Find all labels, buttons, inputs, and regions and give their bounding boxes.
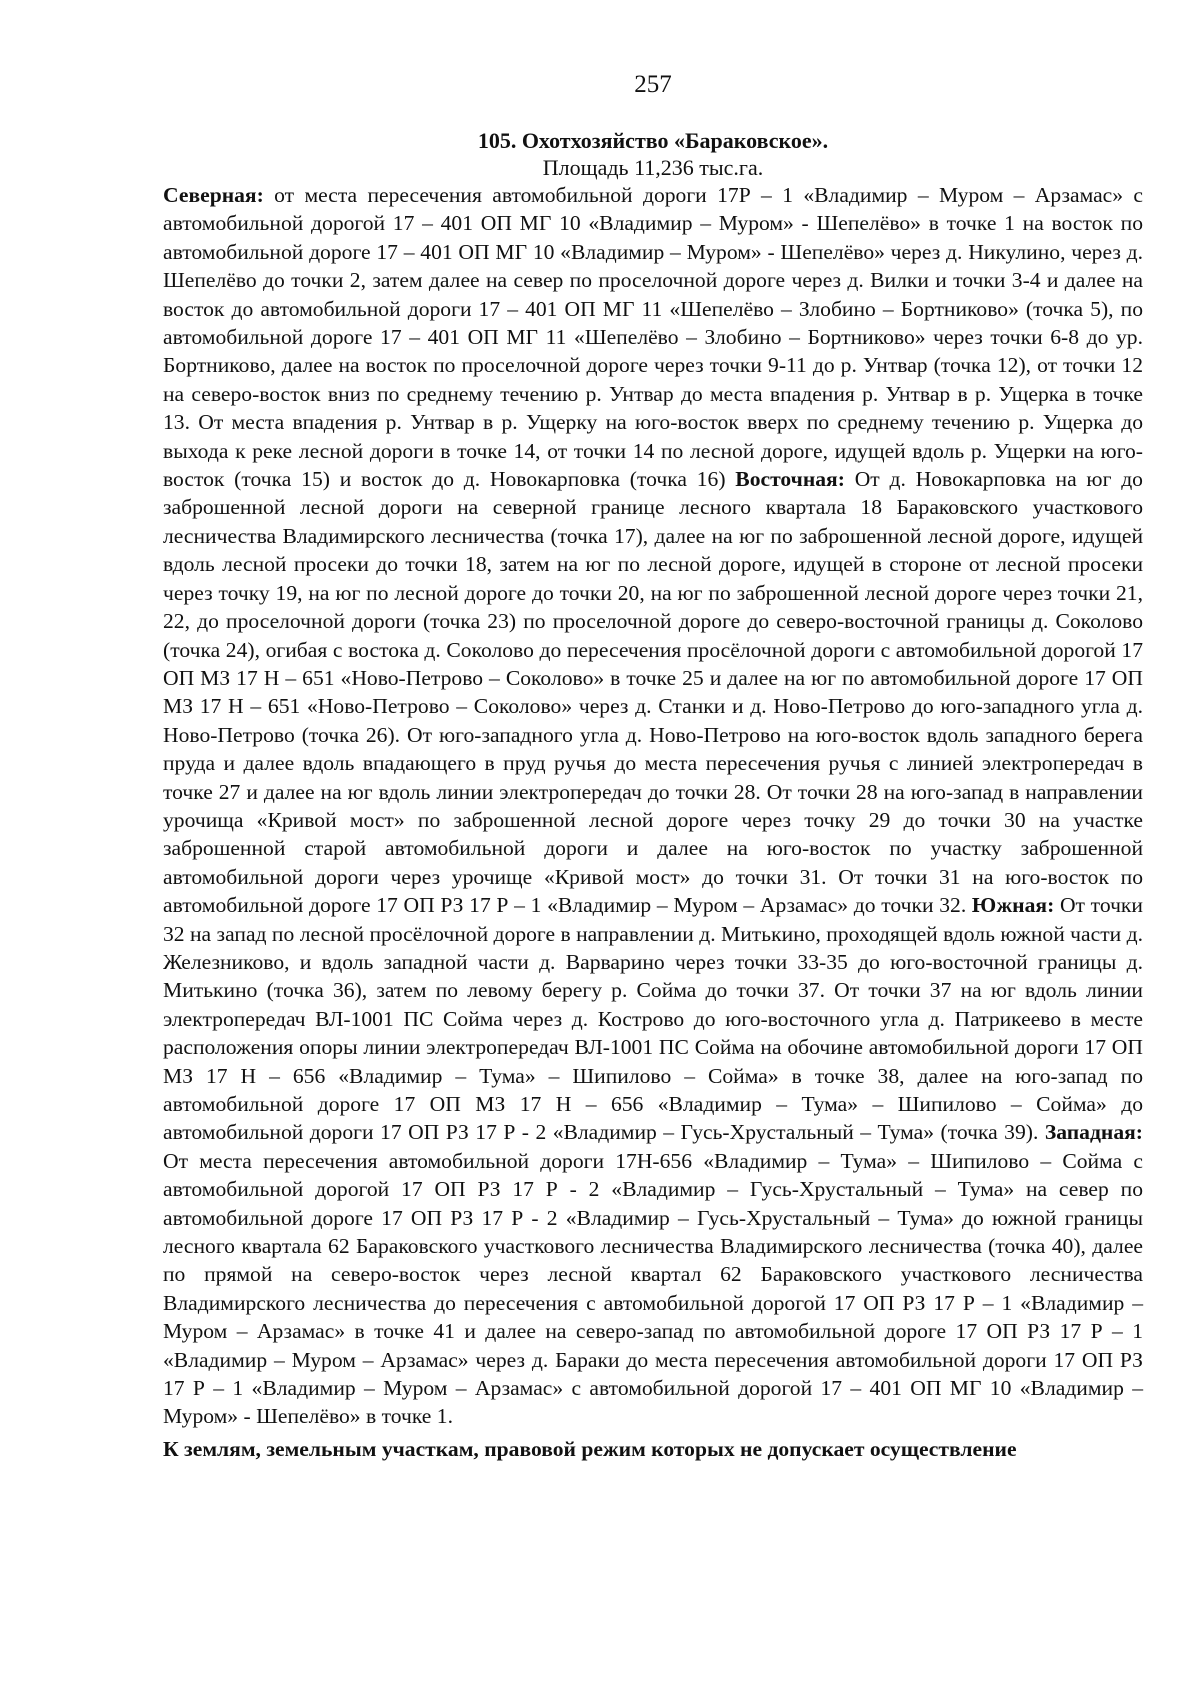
borders-description: [163, 181, 1143, 1431]
east-border-text: От д. Новокарповка на юг до заброшенной лесной дороги на северной границе лесного квартала 18 Бараковского участкового лесничества Владимирского лесничества (точка 17), далее на юг по заброшенной лесной дороге, идущей вдоль лесной просеки до точки 18, затем на юг по лесной дороге, идущей в стороне от лесной просеки через точку 19, на юг по лесной дороге до точки 20, на юг по заброшенной лесной дороге через точки 21, 22, до проселочной дороги (точка 23) по проселочной дороге до северо-восточной границы д. Соколово (точка 24), огибая с востока д. Соколово до пересечения просёлочной дороги с автомобильной дорогой 17 ОП МЗ 17 Н – 651 «Ново-Петрово – Соколово» в точке 25 и далее на юг по автомобильной дороге 17 ОП МЗ 17 Н – 651 «Ново-Петрово – Соколово» через д. Станки и д. Ново-Петрово до юго-западного угла д. Ново-Петрово (точка 26). От юго-западного угла д. Ново-Петрово на юго-восток вдоль западного берега пруда и далее вдоль впадающего в пруд ручья до места пересечения ручья с линией электропередач в точке 27 и далее на юг вдоль линии электропередач до точки 28. От точки 28 на юго-запад в направлении урочища «Кривой мост» по заброшенной лесной дороге через точку 29 до точки 30 на участке заброшенной старой автомобильной дороги и далее на юго-восток по участку заброшенной автомобильной дороги через урочище «Кривой мост» до точки 31. От точки 31 на юго-восток по автомобильной дороге 17 ОП РЗ 17 Р – 1 «Владимир – Муром – Арзамас» до точки 32.: [163, 467, 1143, 918]
closing-line: К землям, земельным участкам, правовой режим которых не допускает осуществление: [163, 1436, 1017, 1461]
section-title: 105. Охотхозяйство «Бараковское».: [477, 128, 829, 153]
area-line: Площадь 11,236 тыс.га.: [542, 155, 764, 180]
west-border-text: От места пересечения автомобильной дороги 17Н-656 «Владимир – Тума» – Шипилово – Сойма с автомобильной дорогой 17 ОП РЗ 17 Р - 2 «Владимир – Гусь-Хрустальный – Тума» на север по автомобильной дороге 17 ОП РЗ 17 Р - 2 «Владимир – Гусь-Хрустальный – Тума» до южной границы лесного квартала 62 Бараковского участкового лесничества Владимирского лесничества (точка 40), далее по прямой на северо-восток через лесной квартал 62 Бараковского участкового лесничества Владимирского лесничества до пересечения с автомобильной дорогой 17 ОП РЗ 17 Р – 1 «Владимир – Муром – Арзамас» в точке 41 и далее на северо-запад по автомобильной дороге 17 ОП РЗ 17 Р – 1 «Владимир – Муром – Арзамас» через д. Бараки до места пересечения автомобильной дороги 17 ОП РЗ 17 Р – 1 «Владимир – Муром – Арзамас» с автомобильной дорогой 17 – 401 ОП МГ 10 «Владимир – Муром» - Шепелёво» в точке 1.: [163, 1148, 1143, 1429]
north-border-text: от места пересечения автомобильной дороги 17Р – 1 «Владимир – Муром – Арзамас» с автомобильной дорогой 17 – 401 ОП МГ 10 «Владимир – Муром» - Шепелёво» в точке 1 на восток по автомобильной дороге 17 – 401 ОП МГ 10 «Владимир – Муром» - Шепелёво» через д. Никулино, через д. Шепелёво до точки 2, затем далее на север по проселочной дороге через д. Вилки и точки 3-4 и далее на восток до автомобильной дороги 17 – 401 ОП МГ 11 «Шепелёво – Злобино – Бортниково» (точка 5), по автомобильной дороге 17 – 401 ОП МГ 11 «Шепелёво – Злобино – Бортниково» через точки 6-8 до ур. Бортниково, далее на восток по проселочной дороге через точки 9-11 до р. Унтвар (точка 12), от точки 12 на северо-восток вниз по среднему течению р. Унтвар до места впадения р. Унтвар в р. Ущерка в точке 13. От места впадения р. Унтвар в р. Ущерку на юго-восток вверх по среднему течению р. Ущерка до выхода к реке лесной дороги в точке 14, от точки 14 по лесной дороге, идущей вдоль р. Ущерки на юго-восток (точка 15) и восток до д. Новокарповка (точка 16): [163, 183, 1143, 492]
west-border-label: Западная:: [1044, 1120, 1143, 1145]
page-number: 257: [634, 71, 672, 98]
north-border-label: Северная:: [163, 183, 264, 207]
document-page: [163, 70, 1143, 1463]
east-border-label: Восточная:: [735, 467, 845, 492]
south-border-label: Южная:: [971, 893, 1055, 918]
south-border-text: От точки 32 на запад по лесной просёлочной дороге в направлении д. Митькино, проходящей вдоль южной части д. Железниково, и вдоль западной части д. Варварино через точки 33-35 до юго-восточной границы д. Митькино (точка 36), затем по левому берегу р. Сойма до точки 37. От точки 37 на юг вдоль линии электропередач ВЛ-1001 ПС Сойма через д. Кострово до юго-восточного угла д. Патрикеево в месте расположения опоры линии электропередач ВЛ-1001 ПС Сойма на обочине автомобильной дороги 17 ОП МЗ 17 Н – 656 «Владимир – Тума» – Шипилово – Сойма» в точке 38, далее на юго-запад по автомобильной дороге 17 ОП МЗ 17 Н – 656 «Владимир – Тума» – Шипилово – Сойма» до автомобильной дороги 17 ОП РЗ 17 Р - 2 «Владимир – Гусь-Хрустальный – Тума» (точка 39).: [163, 893, 1143, 1145]
